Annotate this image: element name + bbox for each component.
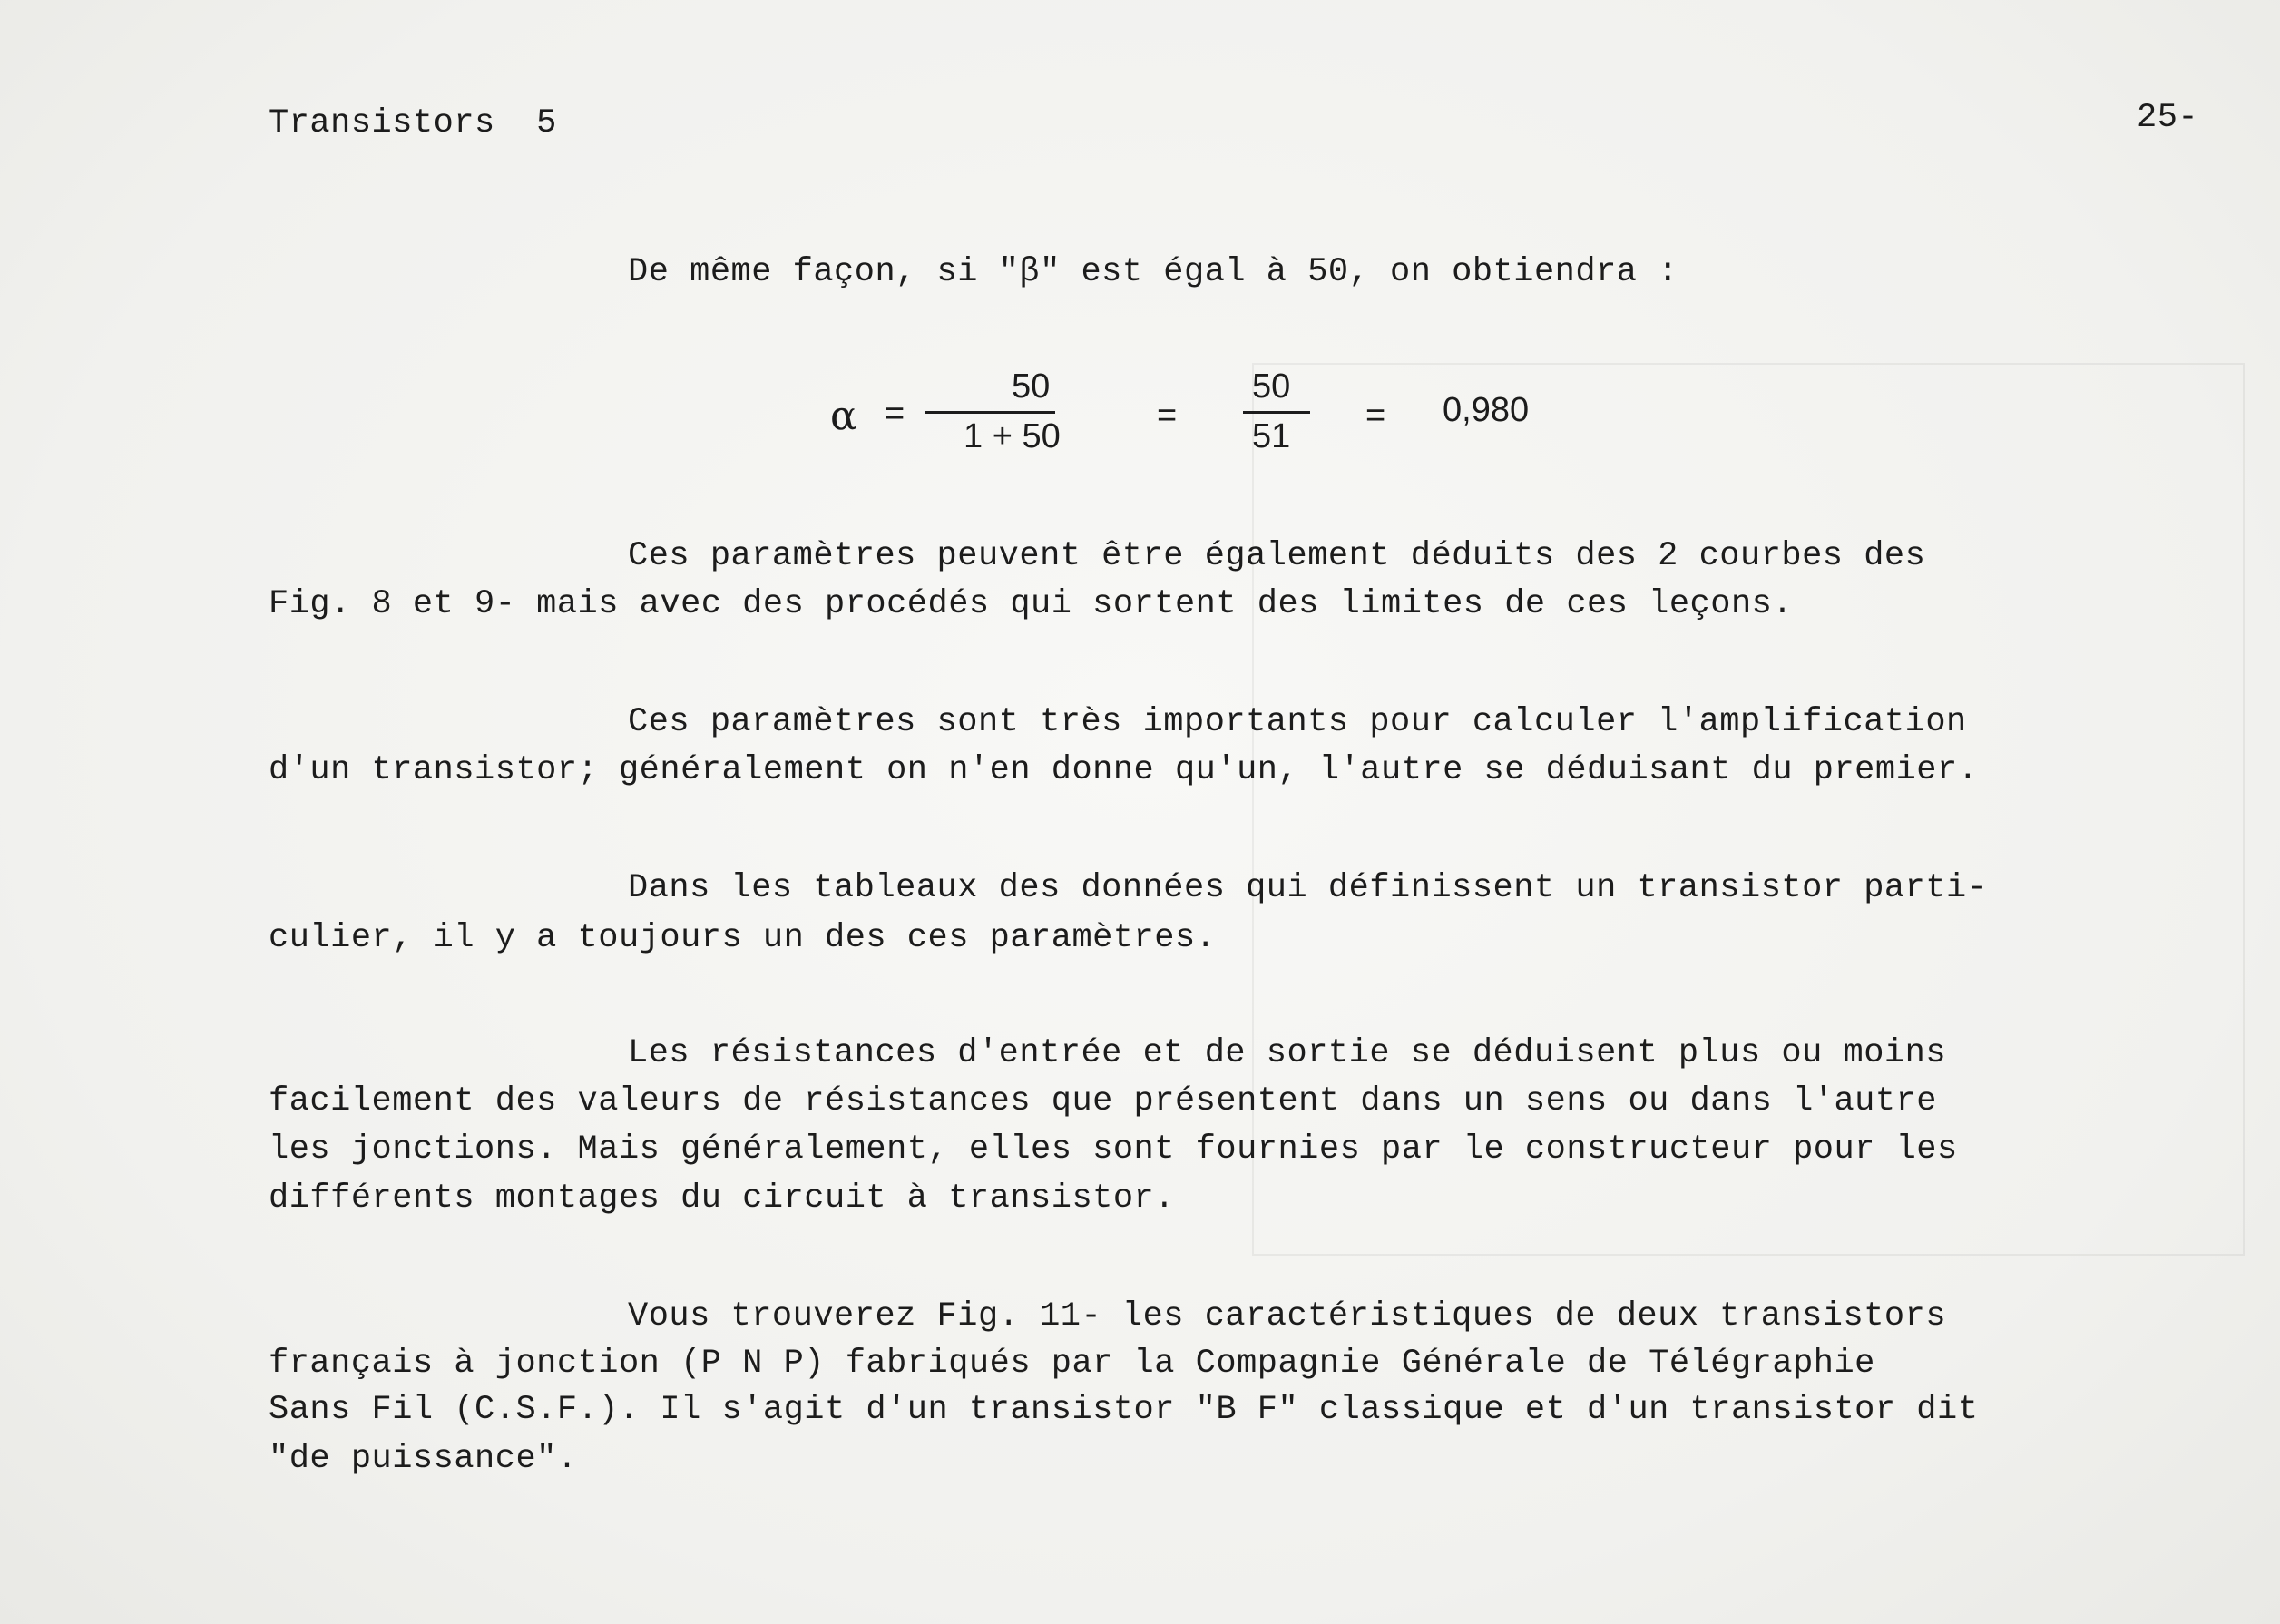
formula-result: 0,980 xyxy=(1443,391,1530,429)
formula-equals-3: = xyxy=(1365,396,1386,435)
paragraph-3-line-2: culier, il y a toujours un des ces paramètres. xyxy=(269,919,1217,957)
formula-alpha-symbol: α xyxy=(830,393,857,439)
formula-fraction1-numerator: 50 xyxy=(1012,367,1051,406)
paragraph-4-line-1: Les résistances d'entrée et de sortie se déduisent plus ou moins xyxy=(628,1034,1947,1072)
paragraph-3-line-1: Dans les tableaux des données qui définissent un transistor parti- xyxy=(628,869,1988,907)
intro-line: De même façon, si "β" est égal à 50, on obtiendra : xyxy=(628,253,1678,291)
running-header-title: Transistors 5 xyxy=(269,104,557,142)
formula-fraction2-bar xyxy=(1243,411,1310,414)
paragraph-1-line-1: Ces paramètres peuvent être également déduits des 2 courbes des xyxy=(628,537,1926,575)
paragraph-1-line-2: Fig. 8 et 9- mais avec des procédés qui sortent des limites de ces leçons. xyxy=(269,585,1794,623)
formula-fraction2-denominator: 51 xyxy=(1252,417,1291,455)
formula-equals-1: = xyxy=(885,395,905,433)
paragraph-4-line-3: les jonctions. Mais généralement, elles sont fournies par le constructeur pour les xyxy=(269,1130,1958,1169)
paragraph-5-line-4: "de puissance". xyxy=(269,1440,578,1478)
paragraph-4-line-2: facilement des valeurs de résistances que présentent dans un sens ou dans l'autre xyxy=(269,1082,1937,1120)
formula-fraction1-denominator: 1 + 50 xyxy=(964,417,1061,455)
paragraph-2-line-2: d'un transistor; généralement on n'en donne qu'un, l'autre se déduisant du premier. xyxy=(269,751,1979,789)
paragraph-5-line-2: français à jonction (P N P) fabriqués par la Compagnie Générale de Télégraphie xyxy=(269,1345,1875,1383)
paragraph-5-line-1: Vous trouverez Fig. 11- les caractéristiques de deux transistors xyxy=(628,1297,1947,1335)
paragraph-4-line-4: différents montages du circuit à transistor. xyxy=(269,1179,1175,1218)
formula-fraction1-bar xyxy=(925,411,1055,414)
formula-equals-2: = xyxy=(1157,396,1178,435)
formula-fraction2-numerator: 50 xyxy=(1252,367,1291,406)
paragraph-2-line-1: Ces paramètres sont très importants pour calculer l'amplification xyxy=(628,703,1967,741)
paragraph-5-line-3: Sans Fil (C.S.F.). Il s'agit d'un transistor "B F" classique et d'un transistor dit xyxy=(269,1391,1979,1429)
page-number: 25- xyxy=(2137,99,2199,137)
